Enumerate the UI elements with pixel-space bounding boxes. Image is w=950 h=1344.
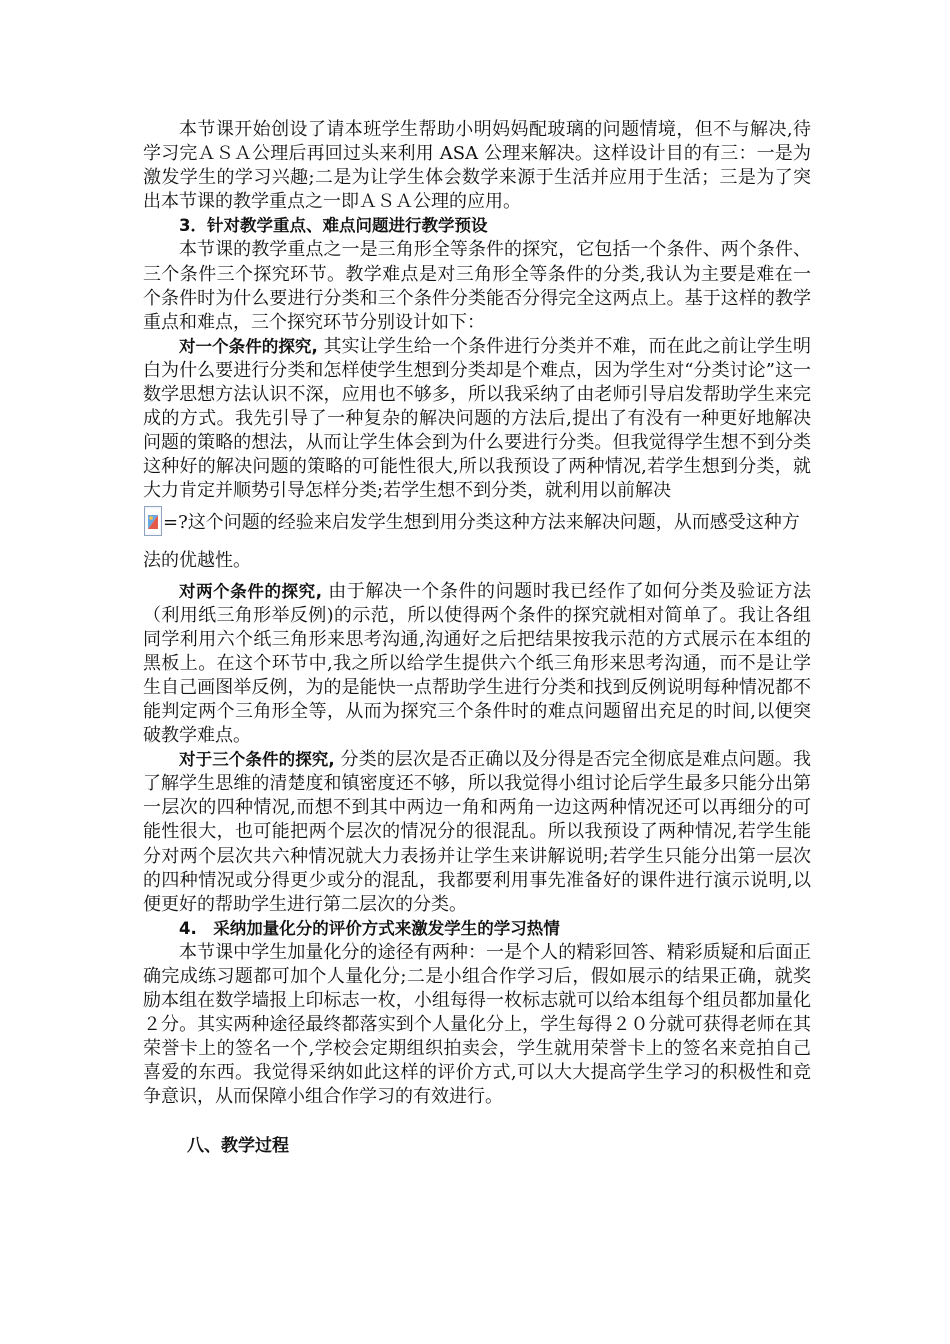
two-conditions-paragraph	[143, 580, 811, 749]
one-condition-image-line	[143, 504, 811, 580]
two-conditions-text: 由于解决一个条件的问题时我已经作了如何分类及验证方法（利用纸三角形举反例)的示范，所以使得两个条件的探究就相对简单了。我让各组同学利用六个纸三角形来思考沟通,沟通好之后把结果按我示范的方式展示在本组的黑板上。在这个环节中,我之所以给学生提供六个纸三角形来思考沟通，而不是让学生自己画图举反例，为的是能快一点帮助学生进行分类和找到反例说明每种情况都不能判定两个三角形全等，从而为探究三个条件时的难点问题留出充足的时间,以便突破教学难点。	[143, 580, 811, 747]
formula-image-icon	[144, 506, 162, 536]
one-condition-lead: 对一个条件的探究,	[179, 336, 318, 356]
two-conditions-lead: 对两个条件的探究,	[179, 581, 322, 601]
intro-paragraph: 本节课开始创设了请本班学生帮助小明妈妈配玻璃的问题情境，但不与解决,待学习完ＡＳＡ公理后再回过头来利用 ASA 公理来解决。这样设计目的有三：一是为激发学生的学习兴趣;二是为让学生体会数学来源于生活并应用于生活；三是为了突出本节课的教学重点之一即ＡＳＡ公理的应用。	[143, 119, 811, 213]
one-condition-text-after-image: =?这个问题的经验来启发学生想到用分类这种方法来解决问题，从而感受这种方法的优越性。	[143, 511, 800, 571]
section-4-paragraph: 本节课中学生加量化分的途径有两种：一是个人的精彩回答、精彩质疑和后面正确完成练习题都可加个人量化分;二是小组合作学习后，假如展示的结果正确，就奖励本组在数学墙报上印标志一枚，小组每得一枚标志就可以给本组每个组员都加量化２分。其实两种途径最终都落实到个人量化分上，学生每得２０分就可获得老师在其荣誉卡上的签名一个,学校会定期组织拍卖会，学生就用荣誉卡上的签名来竞拍自己喜爱的东西。我觉得采纳如此这样的评价方式,可以大大提高学生学习的积极性和竞争意识，从而保障小组合作学习的有效进行。	[143, 941, 811, 1108]
three-conditions-paragraph	[143, 748, 811, 917]
three-conditions-text: 分类的层次是否正确以及分得是否完全彻底是难点问题。我了解学生思维的清楚度和镇密度还不够，所以我觉得小组讨论后学生最多只能分出第一层次的四种情况,而想不到其中两边一角和两角一边这两种情况还可以再细分的可能性很大，也可能把两个层次的情况分的很混乱。所以我预设了两种情况,若学生能分对两个层次共六种情况就大力表扬并让学生来讲解说明;若学生只能分出第一层次的四种情况或分得更少或分的混乱，我都要利用事先准备好的课件进行演示说明,以便更好的帮助学生进行第二层次的分类。	[143, 749, 811, 915]
section-4-heading: 4. 采纳加量化分的评价方式来激发学生的学习热情	[179, 918, 560, 938]
one-condition-paragraph	[143, 335, 811, 504]
three-conditions-lead: 对于三个条件的探究,	[179, 750, 335, 770]
section-8-title: 八、教学过程	[187, 1135, 289, 1156]
section-3-paragraph: 本节课的教学重点之一是三角形全等条件的探究，它包括一个条件、两个条件、三个条件三个探究环节。教学难点是对三角形全等条件的分类,我认为主要是难在一个条件时为什么要进行分类和三个条件分类能否分得完全这两点上。基于这样的教学重点和难点，三个探究环节分别设计如下：	[143, 239, 811, 333]
one-condition-text: 其实让学生给一个条件进行分类并不难，而在此之前让学生明白为什么要进行分类和怎样使学生想到分类却是个难点，因为学生对“分类讨论”这一数学思想方法认识不深，应用也不够多，所以我采纳了由老师引导启发帮助学生来完成的方式。我先引导了一种复杂的解决问题的方法后,提出了有没有一种更好地解决问题的策略的想法，从而让学生体会到为什么要进行分类。但我觉得学生想不到分类这种好的解决问题的策略的可能性很大,所以我预设了两种情况,若学生想到分类，就大力肯定并顺势引导怎样分类;若学生想不到分类，就利用以前解决	[143, 335, 811, 502]
document-body	[143, 118, 811, 1158]
section-3-heading: 3．针对教学重点、难点问题进行教学预设	[179, 216, 488, 236]
